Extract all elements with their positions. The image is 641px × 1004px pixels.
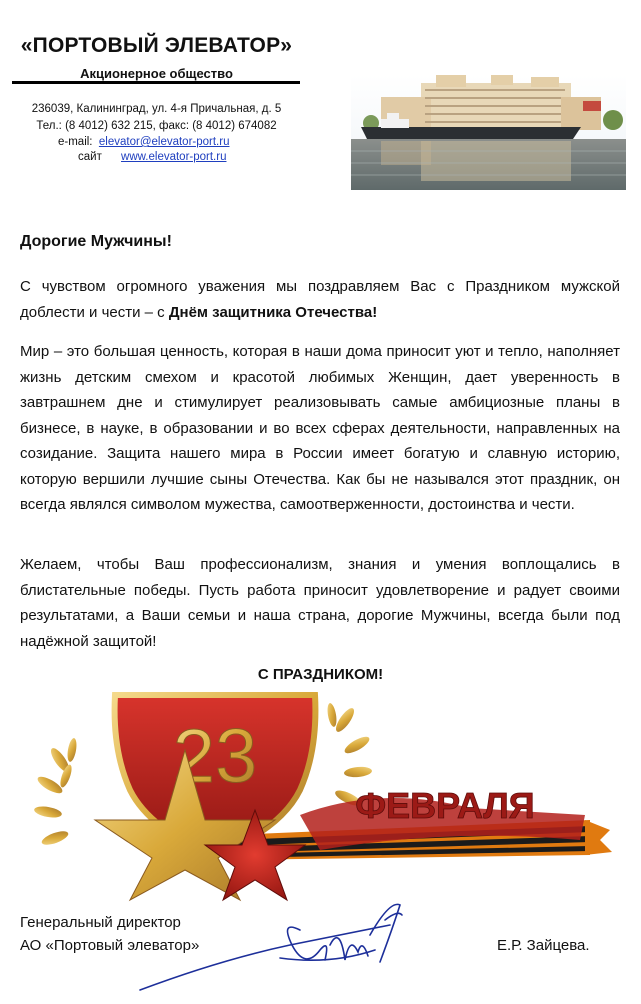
site-label: сайт (78, 151, 102, 163)
handwritten-signature (130, 890, 430, 1000)
holiday-banner (0, 690, 641, 905)
elevator-photo (351, 75, 626, 190)
paragraph-3: Желаем, чтобы Ваш профессионализм, знания и умения воплощались в блистательные победы. Пусть работа приносит удовлетворение и радует своими результатами, а Ваши семьи и наша страна, дорогие Мужчины, всегда были под надёжной защитой! (20, 556, 620, 650)
header-divider (12, 81, 300, 84)
company-type: Акционерное общество (80, 66, 233, 81)
congrats-heading: С ПРАЗДНИКОМ! (257, 666, 384, 683)
email-line (58, 136, 229, 148)
banner-day: 23 (172, 714, 258, 799)
laurel-branch-left (33, 737, 78, 847)
paragraph-1 (20, 274, 620, 325)
email-link[interactable]: elevator@elevator-port.ru (98, 136, 230, 148)
signatory-name: Е.Р. Зайцева. (497, 937, 590, 954)
letter-greeting: Дорогие Мужчины! (20, 233, 172, 250)
paragraph-2: Мир – это большая ценность, которая в наши дома приносит уют и тепло, наполняет жизнь детским смехом и красотой любимых Женщин, дает уверенность в завтрашнем дне и стимулирует реализовывать самые амбициозные планы в бизнесе, в науке, в образовании и во всех сферах деятельности, направленных на созидание. Защита нашего мира в России имеет богатую и славную историю, которую вершили лучшие сыны Отечества. Как бы не назывался этот праздник, он всегда являлся символом мужества, самоотверженности, достоинства и чести. (20, 343, 620, 513)
banner-month: ФЕВРАЛЯ (355, 785, 535, 826)
holiday-name: Днём защитника Отечества! (168, 303, 378, 321)
site-link[interactable]: www.elevator-port.ru (121, 151, 227, 163)
signatory-title: Генеральный директор (20, 914, 181, 931)
company-address: 236039, Калининград, ул. 4-я Причальная, д. 5 (31, 103, 282, 115)
signatory-organization: АО «Портовый элеватор» (20, 937, 200, 954)
company-name: «ПОРТОВЫЙ ЭЛЕВАТОР» (20, 34, 293, 57)
email-label: e-mail: (58, 136, 93, 148)
paragraph-1-text: С чувством огромного уважения мы поздравляем Вас с Праздником мужской доблести и чести – с (20, 278, 620, 321)
company-phones: Тел.: (8 4012) 632 215, факс: (8 4012) 674082 (36, 120, 277, 132)
site-line (78, 151, 226, 163)
